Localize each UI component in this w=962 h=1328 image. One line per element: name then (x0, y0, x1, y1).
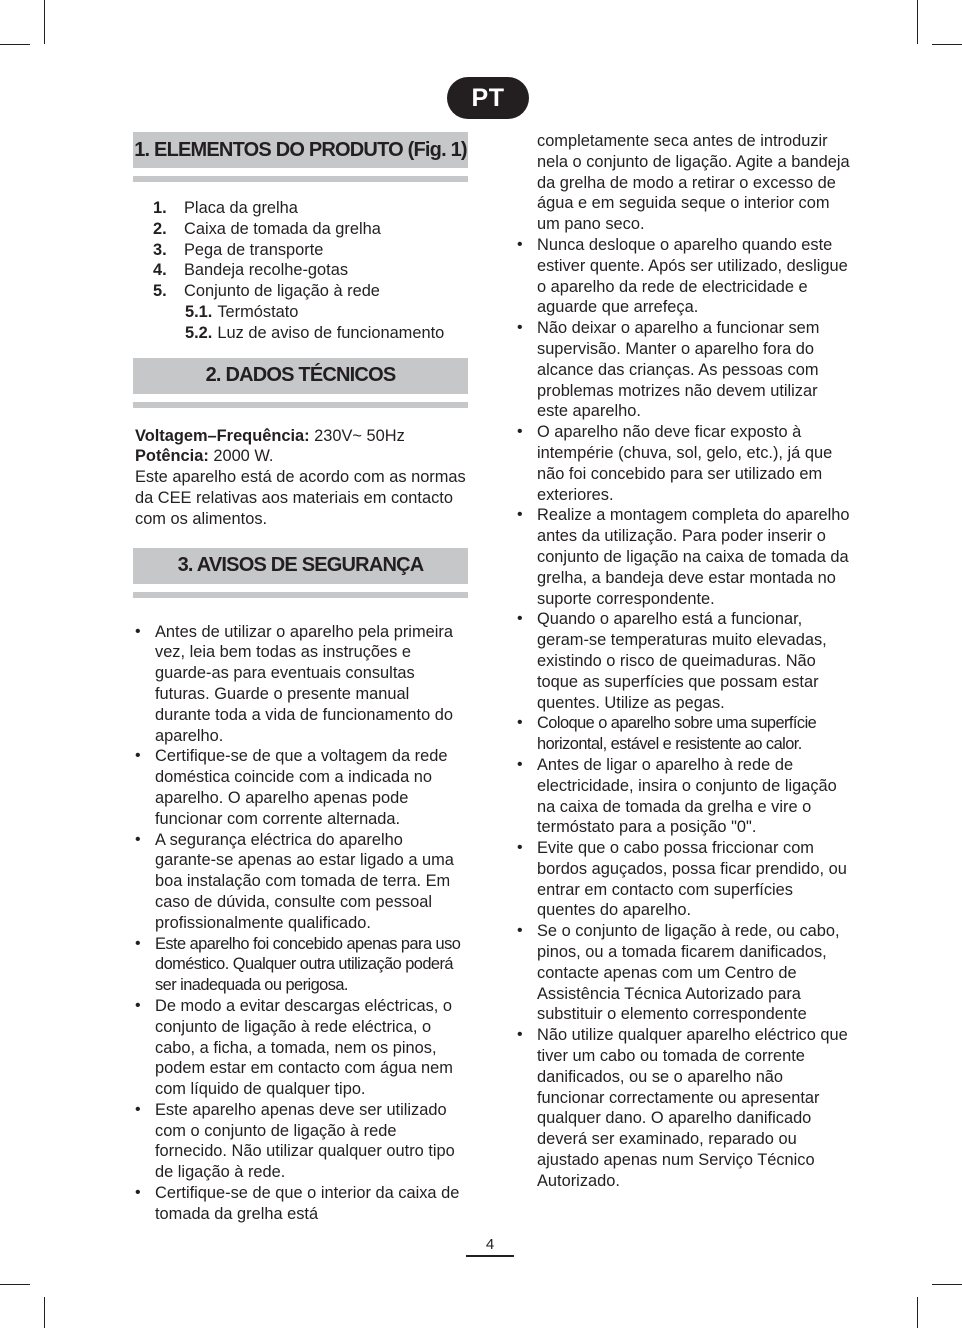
warning-continuation: completamente seca antes de introduzir nela o conjunto de ligação. Agite a bandeja da grelha de modo a retirar o excesso de água e em seguida seque o interior com um pano seco. (537, 132, 850, 234)
language-badge: PT (447, 77, 529, 119)
power-line (135, 446, 468, 467)
item-label: Conjunto de ligação à rede (184, 282, 380, 301)
right-column (515, 131, 850, 1192)
crop-mark (917, 1297, 918, 1328)
list-item (153, 281, 468, 302)
warning-item: • Não deixar o aparelho a funcionar sem supervisão. Manter o aparelho fora do alcance das crianças. As pessoas com problemas motrizes não devem utilizar este aparelho. (515, 318, 850, 422)
warning-item: • Este aparelho apenas deve ser utilizado com o conjunto de ligação à rede fornecido. Não utilizar qualquer outro tipo de ligação à rede. (133, 1100, 468, 1183)
power-label: Potência: (135, 447, 209, 466)
section-1-rule (133, 176, 468, 182)
product-elements-list (133, 198, 468, 344)
crop-mark (0, 1284, 30, 1285)
item-number: 5. (153, 282, 167, 301)
warning-item: • Coloque o aparelho sobre uma superfície horizontal, estável e resistente ao calor. (515, 713, 850, 755)
list-item (153, 260, 468, 281)
crop-mark (932, 44, 962, 45)
item-label: Bandeja recolhe-gotas (184, 261, 349, 280)
item-label: Caixa de tomada da grelha (184, 219, 381, 238)
warning-item: • Certifique-se de que a voltagem da rede doméstica coincide com a indicada no aparelho. O aparelho apenas pode funcionar com corrente alternada. (133, 746, 468, 829)
crop-mark (932, 1284, 962, 1285)
item-label: Termóstato (217, 302, 299, 321)
item-label: Placa da grelha (184, 199, 298, 217)
page-number: 4 (466, 1236, 514, 1257)
crop-mark (44, 0, 45, 44)
item-number: 3. (153, 240, 167, 259)
section-2-heading: 2. DADOS TÉCNICOS (133, 358, 468, 394)
warning-item: • Realize a montagem completa do aparelho antes da utilização. Para poder inserir o conjunto de ligação na caixa de tomada da grelha, a bandeja deve estar montada no suporte correspondente. (515, 505, 850, 609)
item-number: 4. (153, 261, 167, 280)
technical-data (133, 426, 468, 530)
warning-item: • Certifique-se de que o interior da caixa de tomada da grelha está (133, 1183, 468, 1225)
safety-warnings-left (133, 622, 468, 1225)
warning-item: • O aparelho não deve ficar exposto à intempérie (chuva, sol, gelo, etc.), já que não foi concebido para ser utilizado em exteriores. (515, 422, 850, 505)
voltage-line (135, 426, 468, 447)
warning-item: • Não utilize qualquer aparelho eléctrico que tiver um cabo ou tomada de corrente danificados, ou se o aparelho não funcionar correctamente ou apresentar qualquer dano. O aparelho danificado deverá ser examinado, reparado ou ajustado apenas num Serviço Técnico Autorizado. (515, 1025, 850, 1191)
voltage-value: 230V~ 50Hz (309, 426, 405, 445)
item-number: 5.1. (185, 302, 213, 321)
list-item (153, 198, 468, 219)
warning-item: • Antes de utilizar o aparelho pela primeira vez, leia bem todas as instruções e guarde-as para eventuais consultas futuras. Guarde o presente manual durante toda a vida de funcionamento do aparelho. (133, 622, 468, 747)
compliance-text: Este aparelho está de acordo com as normas da CEE relativas aos materiais em contacto com os alimentos. (135, 468, 466, 528)
list-subitem (153, 323, 468, 344)
warning-item: • Antes de ligar o aparelho à rede de electricidade, insira o conjunto de ligação na caixa de tomada da grelha e vire o termóstato para a posição "0". (515, 755, 850, 838)
warning-item: • Nunca desloque o aparelho quando este estiver quente. Após ser utilizado, desligue o aparelho da rede de electricidade e aguarde que arrefeça. (515, 235, 850, 318)
left-column (133, 132, 468, 1225)
power-value: 2000 W. (208, 447, 274, 466)
section-3-rule (133, 592, 468, 598)
section-1-heading: 1. ELEMENTOS DO PRODUTO (Fig. 1) (133, 132, 468, 168)
warning-item: • A segurança eléctrica do aparelho garante-se apenas ao estar ligado a uma boa instalação com tomada de terra. Em caso de dúvida, consulte com pessoal profissionalmente qualificado. (133, 830, 468, 934)
item-number: 5.2. (185, 323, 213, 342)
warning-item: • Evite que o cabo possa friccionar com bordos aguçados, possa ficar prendido, ou entrar em contacto com superfícies quentes do aparelho. (515, 838, 850, 921)
section-3-heading: 3. AVISOS DE SEGURANÇA (133, 548, 468, 584)
warning-item: • De modo a evitar descargas eléctricas, o conjunto de ligação à rede eléctrica, o cabo, a ficha, a tomada, nem os pinos, podem estar em contacto com água nem com líquido de qualquer tipo. (133, 996, 468, 1100)
item-label: Pega de transporte (184, 240, 324, 259)
crop-mark (44, 1297, 45, 1328)
item-number: 2. (153, 219, 167, 238)
warning-item: • Se o conjunto de ligação à rede, ou cabo, pinos, ou a tomada ficarem danificados, contacte apenas com um Centro de Assistência Técnica Autorizado para substituir o elemento correspondente (515, 921, 850, 1025)
warning-item: • Quando o aparelho está a funcionar, geram-se temperaturas muito elevadas, existindo o risco de queimaduras. Não toque as superfícies que possam estar quentes. Utilize as pegas. (515, 609, 850, 713)
crop-mark (917, 0, 918, 44)
warning-item: • Este aparelho foi concebido apenas para uso doméstico. Qualquer outra utilização poderá ser inadequada ou perigosa. (133, 934, 468, 996)
voltage-label: Voltagem–Frequência: (135, 426, 310, 445)
item-number: 1. (153, 199, 167, 217)
section-2-rule (133, 402, 468, 408)
list-item (153, 240, 468, 261)
list-item (153, 219, 468, 240)
crop-mark (0, 44, 30, 45)
list-subitem (153, 302, 468, 323)
item-label: Luz de aviso de funcionamento (217, 323, 445, 342)
safety-warnings-right (515, 235, 850, 1192)
